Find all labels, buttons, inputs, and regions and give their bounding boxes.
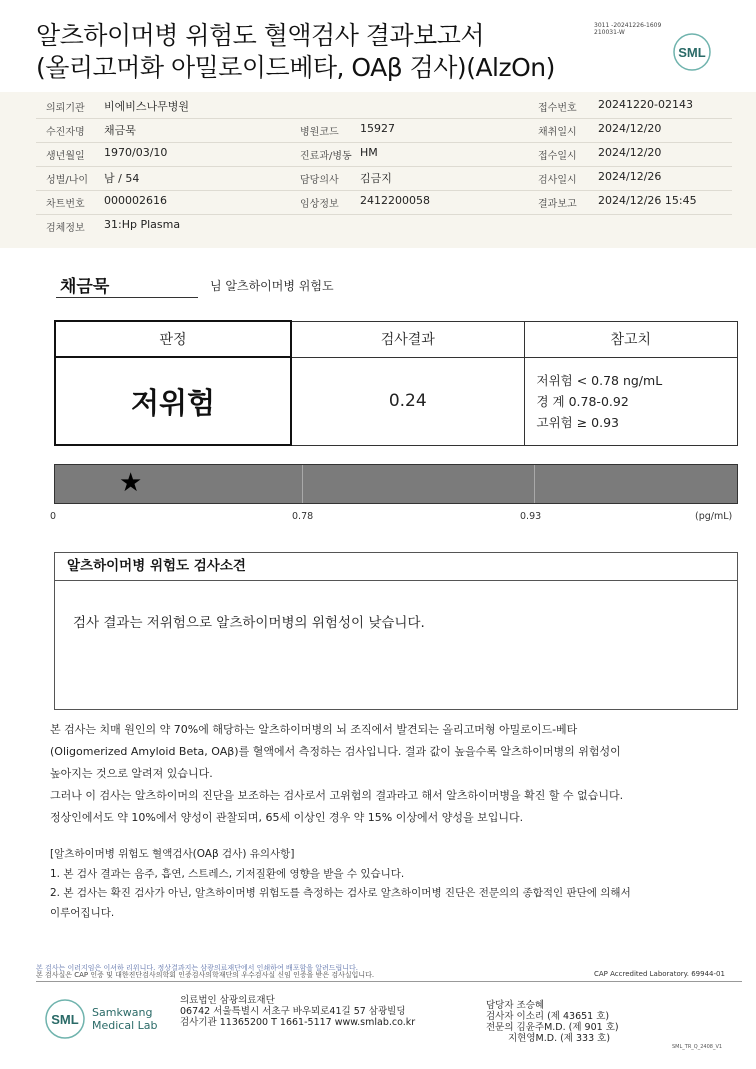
footer-divider bbox=[36, 981, 742, 982]
info-divider bbox=[36, 214, 732, 215]
scale-tick-1: 0.78 bbox=[292, 511, 314, 522]
document-code-line1: 3011 -20241226-1609 bbox=[594, 22, 662, 29]
received-value: 2024/12/20 bbox=[598, 146, 662, 159]
judgement-header: 판정 bbox=[55, 321, 291, 357]
comment-text: 검사 결과는 저위험으로 알츠하이머병의 위험성이 낮습니다. bbox=[73, 615, 425, 631]
specimen-label: 검체정보 bbox=[46, 223, 85, 234]
organization-name bbox=[92, 1006, 158, 1032]
report-title-line1: 알츠하이머병 위험도 혈액검사 결과보고서 bbox=[36, 21, 485, 50]
form-code: SML_TR_Q_2408_V1 bbox=[672, 1044, 723, 1050]
description-line: 그러나 이 검사는 알츠하이머의 진단을 보조하는 검사로서 고위험의 결과라고 해서 알츠하이머병을 확진 할 수 없습니다. bbox=[50, 789, 624, 802]
comment-box bbox=[54, 552, 738, 710]
description-line: 높아지는 것으로 알려져 있습니다. bbox=[50, 767, 213, 780]
accession-label: 접수번호 bbox=[538, 103, 577, 114]
tested-value: 2024/12/26 bbox=[598, 170, 662, 183]
hospital-code-value: 15927 bbox=[360, 122, 395, 135]
dob-value: 1970/03/10 bbox=[104, 146, 168, 159]
clinical-label: 임상정보 bbox=[300, 199, 339, 210]
accession-value: 20241220-02143 bbox=[598, 98, 693, 111]
description-paragraph-2 bbox=[50, 785, 740, 829]
doctor-label: 담당의사 bbox=[300, 175, 339, 186]
result-value: 0.24 bbox=[291, 357, 524, 445]
svg-text:SML: SML bbox=[678, 45, 706, 60]
scale-divider bbox=[534, 465, 535, 503]
organization-name-line: Medical Lab bbox=[92, 1019, 158, 1032]
hospital-code-label: 병원코드 bbox=[300, 127, 339, 138]
precaution-item: 2. 본 검사는 확진 검사가 아닌, 알츠하이머병 위험도를 측정하는 검사로 알츠하이머병 진단은 전문의의 종합적인 판단에 의해서 bbox=[50, 887, 631, 899]
institution-value: 비에비스나무병원 bbox=[104, 100, 190, 113]
scale-unit: (pg/mL) bbox=[695, 511, 733, 522]
staff-line: 전문의 김윤주M.D. (제 901 호) bbox=[486, 1022, 619, 1033]
reference-high: 고위험 ≥ 0.93 bbox=[536, 414, 619, 430]
value-header: 검사결과 bbox=[291, 321, 524, 357]
patient-value: 채금묵 bbox=[104, 124, 136, 137]
precautions-heading: [알츠하이머병 위험도 혈액검사(OAβ 검사) 유의사항] bbox=[50, 848, 295, 860]
description-line: 정상인에서도 약 10%에서 양성이 관찰되며, 65세 이상인 경우 약 15% 이상에서 양성을 보입니다. bbox=[50, 811, 524, 824]
dept-label: 진료과/병동 bbox=[300, 151, 352, 162]
judgement-value: 저위험 bbox=[55, 357, 291, 445]
subject-underline bbox=[56, 297, 198, 298]
report-value: 2024/12/26 15:45 bbox=[598, 194, 697, 207]
description-paragraph-1 bbox=[50, 719, 740, 785]
comment-heading: 알츠하이머병 위험도 검사소견 bbox=[55, 553, 737, 581]
staff-line: 검사자 이소리 (제 43651 호) bbox=[486, 1011, 610, 1022]
collection-label: 채취일시 bbox=[538, 127, 577, 138]
description-line: (Oligomerized Amyloid Beta, OAβ)를 혈액에서 측정하는 검사입니다. 결과 값이 높을수록 알츠하이머병의 위험성이 bbox=[50, 745, 621, 758]
tested-label: 검사일시 bbox=[538, 175, 577, 186]
report-label: 결과보고 bbox=[538, 199, 577, 210]
patient-info-panel bbox=[0, 92, 756, 248]
sml-logo-icon bbox=[672, 32, 712, 72]
svg-text:SML: SML bbox=[51, 1012, 79, 1027]
organization-name-line: Samkwang bbox=[92, 1006, 153, 1019]
address-line: 06742 서울특별시 서초구 바우뫼로41길 57 삼광빌딩 bbox=[180, 1006, 406, 1017]
result-table bbox=[54, 320, 738, 446]
description-line: 본 검사는 치매 원인의 약 70%에 해당하는 알츠하이머병의 뇌 조직에서 발견되는 올리고머형 아밀로이드-베타 bbox=[50, 723, 578, 736]
sex-age-label: 성별/나이 bbox=[46, 175, 89, 186]
cap-accreditation: CAP Accredited Laboratory. 69944-01 bbox=[594, 970, 725, 978]
address-line: 의료법인 삼광의료재단 bbox=[180, 995, 275, 1006]
info-divider bbox=[36, 190, 732, 191]
clinical-value: 2412200058 bbox=[360, 194, 430, 207]
chart-label: 차트번호 bbox=[46, 199, 85, 210]
reference-header: 참고치 bbox=[524, 321, 738, 357]
subject-suffix: 님 알츠하이머병 위험도 bbox=[210, 279, 334, 293]
specimen-value: 31:Hp Plasma bbox=[104, 218, 181, 231]
staff-signatures bbox=[486, 1000, 619, 1044]
organization-address bbox=[180, 995, 415, 1028]
precaution-item: 1. 본 검사 결과는 음주, 흡연, 스트레스, 기저질환에 영향을 받을 수 있습니다. bbox=[50, 867, 405, 880]
dept-value: HM bbox=[360, 146, 378, 159]
received-label: 접수일시 bbox=[538, 151, 577, 162]
institution-label: 의뢰기관 bbox=[46, 103, 85, 114]
doctor-value: 김금지 bbox=[360, 172, 392, 185]
reference-ranges bbox=[524, 357, 738, 445]
star-marker-icon: ★ bbox=[119, 468, 143, 498]
info-divider bbox=[36, 166, 732, 167]
staff-line: 담당자 조승혜 bbox=[486, 1000, 545, 1011]
fine-print-accreditation: 본 검사실은 CAP 인증 및 대한진단검사의학회 인증검사의학재단의 우수검사실 신임 인증을 받은 검사실입니다. bbox=[36, 971, 375, 979]
staff-line: 지현영M.D. (제 333 호) bbox=[508, 1033, 611, 1044]
info-divider bbox=[36, 142, 732, 143]
dob-label: 생년월일 bbox=[46, 151, 85, 162]
reference-mid: 경 계 0.78-0.92 bbox=[536, 393, 629, 409]
address-line: 검사기관 11365200 T 1661-5117 www.smlab.co.kr bbox=[180, 1017, 416, 1028]
scale-tick-0: 0 bbox=[50, 511, 57, 522]
scale-tick-2: 0.93 bbox=[520, 511, 542, 522]
subject-name: 채금묵 bbox=[60, 277, 110, 297]
document-code-line2: 210031-W bbox=[594, 29, 625, 36]
document-code bbox=[594, 22, 661, 36]
precaution-item: 이루어집니다. bbox=[50, 906, 115, 919]
patient-label: 수진자명 bbox=[46, 127, 85, 138]
chart-value: 000002616 bbox=[104, 194, 167, 207]
fine-print-notice: 본 검사는 이러지임은 이셔하 리위니다. 정상결과지는 삼광의료재단에서 인쇄하여 배포함을 알려드립니다. bbox=[36, 964, 359, 972]
risk-scale-bar bbox=[54, 464, 738, 504]
collection-value: 2024/12/20 bbox=[598, 122, 662, 135]
report-title-line2: (올리고머화 아밀로이드베타, OAβ 검사)(AlzOn) bbox=[36, 53, 555, 82]
precautions bbox=[50, 845, 740, 923]
sex-age-value: 남 / 54 bbox=[104, 172, 140, 185]
report-title bbox=[36, 20, 555, 84]
scale-divider bbox=[302, 465, 303, 503]
reference-low: 저위험 < 0.78 ng/mL bbox=[536, 372, 663, 388]
info-divider bbox=[36, 118, 732, 119]
sml-footer-logo-icon bbox=[44, 998, 86, 1040]
